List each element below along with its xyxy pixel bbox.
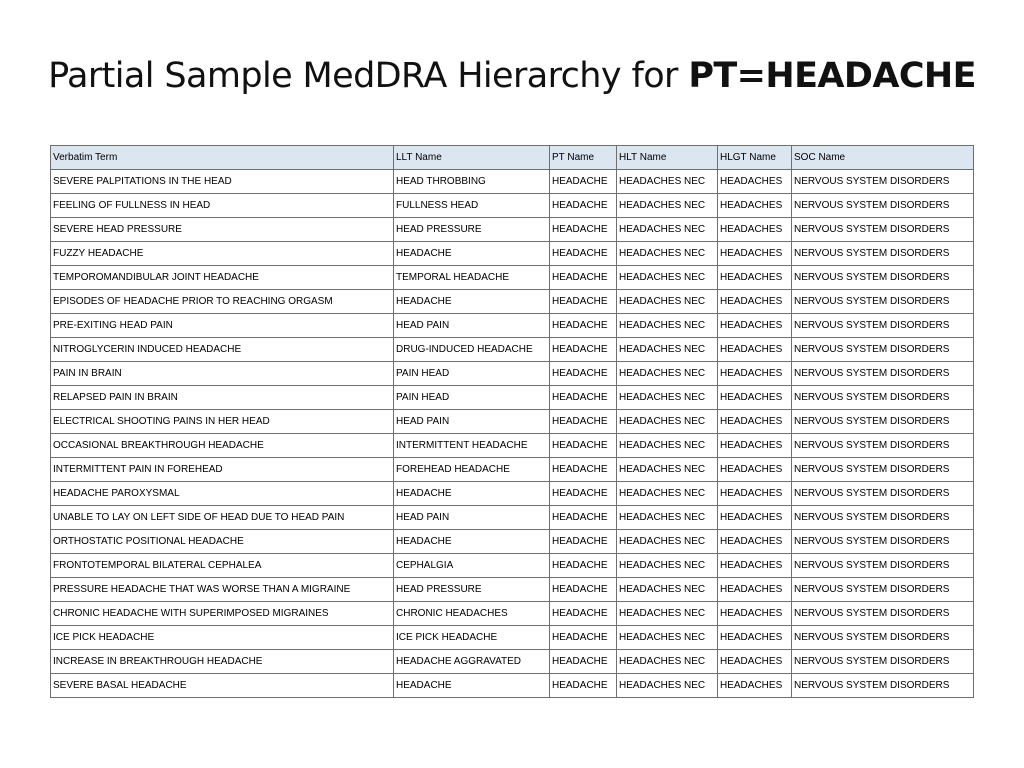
soc-name-cell: NERVOUS SYSTEM DISORDERS <box>792 650 974 674</box>
hlt-name-cell: HEADACHES NEC <box>617 290 718 314</box>
verbatim-term-cell: PRE-EXITING HEAD PAIN <box>51 314 394 338</box>
hlt-name-cell: HEADACHES NEC <box>617 578 718 602</box>
hlgt-name-cell: HEADACHES <box>718 626 792 650</box>
hlt-name-cell: HEADACHES NEC <box>617 410 718 434</box>
title-bold-term: PT=HEADACHE <box>688 56 976 96</box>
verbatim-term-cell: EPISODES OF HEADACHE PRIOR TO REACHING ORGASM <box>51 290 394 314</box>
verbatim-term-cell: RELAPSED PAIN IN BRAIN <box>51 386 394 410</box>
hlgt-name-cell: HEADACHES <box>718 530 792 554</box>
verbatim-term-cell: HEADACHE PAROXYSMAL <box>51 482 394 506</box>
llt-name-cell: PAIN HEAD <box>394 362 550 386</box>
hlt-name-cell: HEADACHES NEC <box>617 506 718 530</box>
llt-name-cell: INTERMITTENT HEADACHE <box>394 434 550 458</box>
verbatim-term-cell: FEELING OF FULLNESS IN HEAD <box>51 194 394 218</box>
soc-name-cell: NERVOUS SYSTEM DISORDERS <box>792 194 974 218</box>
table-row <box>51 434 974 458</box>
meddra-hierarchy-table <box>50 145 974 698</box>
pt-name-cell: HEADACHE <box>550 554 617 578</box>
soc-name-cell: NERVOUS SYSTEM DISORDERS <box>792 218 974 242</box>
hlt-name-cell: HEADACHES NEC <box>617 362 718 386</box>
table-row <box>51 602 974 626</box>
soc-name-cell: NERVOUS SYSTEM DISORDERS <box>792 290 974 314</box>
verbatim-term-cell: NITROGLYCERIN INDUCED HEADACHE <box>51 338 394 362</box>
hlgt-name-cell: HEADACHES <box>718 290 792 314</box>
soc-name-cell: NERVOUS SYSTEM DISORDERS <box>792 410 974 434</box>
llt-name-cell: HEADACHE <box>394 242 550 266</box>
llt-name-cell: CEPHALGIA <box>394 554 550 578</box>
title-prefix: Partial Sample MedDRA Hierarchy for <box>48 56 689 96</box>
verbatim-term-cell: INTERMITTENT PAIN IN FOREHEAD <box>51 458 394 482</box>
hlt-name-cell: HEADACHES NEC <box>617 338 718 362</box>
llt-name-cell: DRUG-INDUCED HEADACHE <box>394 338 550 362</box>
header-hlgt-name: HLGT Name <box>718 146 792 170</box>
soc-name-cell: NERVOUS SYSTEM DISORDERS <box>792 170 974 194</box>
hlgt-name-cell: HEADACHES <box>718 314 792 338</box>
verbatim-term-cell: SEVERE PALPITATIONS IN THE HEAD <box>51 170 394 194</box>
soc-name-cell: NERVOUS SYSTEM DISORDERS <box>792 458 974 482</box>
pt-name-cell: HEADACHE <box>550 458 617 482</box>
hlt-name-cell: HEADACHES NEC <box>617 386 718 410</box>
hlgt-name-cell: HEADACHES <box>718 578 792 602</box>
header-llt-name: LLT Name <box>394 146 550 170</box>
llt-name-cell: FOREHEAD HEADACHE <box>394 458 550 482</box>
hlgt-name-cell: HEADACHES <box>718 674 792 698</box>
hlt-name-cell: HEADACHES NEC <box>617 626 718 650</box>
soc-name-cell: NERVOUS SYSTEM DISORDERS <box>792 602 974 626</box>
pt-name-cell: HEADACHE <box>550 530 617 554</box>
llt-name-cell: HEAD THROBBING <box>394 170 550 194</box>
verbatim-term-cell: PAIN IN BRAIN <box>51 362 394 386</box>
table-header-row <box>51 146 974 170</box>
soc-name-cell: NERVOUS SYSTEM DISORDERS <box>792 362 974 386</box>
llt-name-cell: HEAD PAIN <box>394 506 550 530</box>
table-row <box>51 482 974 506</box>
llt-name-cell: HEAD PRESSURE <box>394 218 550 242</box>
pt-name-cell: HEADACHE <box>550 386 617 410</box>
llt-name-cell: HEADACHE AGGRAVATED <box>394 650 550 674</box>
pt-name-cell: HEADACHE <box>550 434 617 458</box>
table-row <box>51 266 974 290</box>
pt-name-cell: HEADACHE <box>550 674 617 698</box>
hlgt-name-cell: HEADACHES <box>718 458 792 482</box>
table-row <box>51 218 974 242</box>
hlgt-name-cell: HEADACHES <box>718 362 792 386</box>
hlt-name-cell: HEADACHES NEC <box>617 218 718 242</box>
soc-name-cell: NERVOUS SYSTEM DISORDERS <box>792 434 974 458</box>
llt-name-cell: HEAD PRESSURE <box>394 578 550 602</box>
soc-name-cell: NERVOUS SYSTEM DISORDERS <box>792 266 974 290</box>
table-row <box>51 386 974 410</box>
hlgt-name-cell: HEADACHES <box>718 218 792 242</box>
table-row <box>51 314 974 338</box>
table-row <box>51 458 974 482</box>
hlgt-name-cell: HEADACHES <box>718 602 792 626</box>
verbatim-term-cell: SEVERE BASAL HEADACHE <box>51 674 394 698</box>
pt-name-cell: HEADACHE <box>550 578 617 602</box>
table-row <box>51 170 974 194</box>
hlgt-name-cell: HEADACHES <box>718 554 792 578</box>
hlgt-name-cell: HEADACHES <box>718 194 792 218</box>
table-body <box>51 170 974 698</box>
pt-name-cell: HEADACHE <box>550 362 617 386</box>
verbatim-term-cell: PRESSURE HEADACHE THAT WAS WORSE THAN A MIGRAINE <box>51 578 394 602</box>
verbatim-term-cell: ORTHOSTATIC POSITIONAL HEADACHE <box>51 530 394 554</box>
verbatim-term-cell: UNABLE TO LAY ON LEFT SIDE OF HEAD DUE TO HEAD PAIN <box>51 506 394 530</box>
table-row <box>51 554 974 578</box>
verbatim-term-cell: TEMPOROMANDIBULAR JOINT HEADACHE <box>51 266 394 290</box>
table-row <box>51 530 974 554</box>
llt-name-cell: HEAD PAIN <box>394 314 550 338</box>
soc-name-cell: NERVOUS SYSTEM DISORDERS <box>792 674 974 698</box>
soc-name-cell: NERVOUS SYSTEM DISORDERS <box>792 626 974 650</box>
hlt-name-cell: HEADACHES NEC <box>617 650 718 674</box>
llt-name-cell: HEADACHE <box>394 530 550 554</box>
hlgt-name-cell: HEADACHES <box>718 434 792 458</box>
llt-name-cell: PAIN HEAD <box>394 386 550 410</box>
verbatim-term-cell: ELECTRICAL SHOOTING PAINS IN HER HEAD <box>51 410 394 434</box>
pt-name-cell: HEADACHE <box>550 482 617 506</box>
soc-name-cell: NERVOUS SYSTEM DISORDERS <box>792 506 974 530</box>
pt-name-cell: HEADACHE <box>550 194 617 218</box>
pt-name-cell: HEADACHE <box>550 506 617 530</box>
pt-name-cell: HEADACHE <box>550 626 617 650</box>
hlgt-name-cell: HEADACHES <box>718 386 792 410</box>
llt-name-cell: ICE PICK HEADACHE <box>394 626 550 650</box>
verbatim-term-cell: ICE PICK HEADACHE <box>51 626 394 650</box>
verbatim-term-cell: FRONTOTEMPORAL BILATERAL CEPHALEA <box>51 554 394 578</box>
header-hlt-name: HLT Name <box>617 146 718 170</box>
pt-name-cell: HEADACHE <box>550 410 617 434</box>
soc-name-cell: NERVOUS SYSTEM DISORDERS <box>792 386 974 410</box>
header-pt-name: PT Name <box>550 146 617 170</box>
table-row <box>51 506 974 530</box>
llt-name-cell: HEAD PAIN <box>394 410 550 434</box>
verbatim-term-cell: FUZZY HEADACHE <box>51 242 394 266</box>
hlgt-name-cell: HEADACHES <box>718 410 792 434</box>
table-row <box>51 290 974 314</box>
soc-name-cell: NERVOUS SYSTEM DISORDERS <box>792 338 974 362</box>
pt-name-cell: HEADACHE <box>550 602 617 626</box>
table-row <box>51 674 974 698</box>
hlt-name-cell: HEADACHES NEC <box>617 170 718 194</box>
slide-title <box>0 52 1024 100</box>
hlt-name-cell: HEADACHES NEC <box>617 458 718 482</box>
hlgt-name-cell: HEADACHES <box>718 482 792 506</box>
hlt-name-cell: HEADACHES NEC <box>617 602 718 626</box>
header-verbatim-term: Verbatim Term <box>51 146 394 170</box>
soc-name-cell: NERVOUS SYSTEM DISORDERS <box>792 578 974 602</box>
verbatim-term-cell: OCCASIONAL BREAKTHROUGH HEADACHE <box>51 434 394 458</box>
hlt-name-cell: HEADACHES NEC <box>617 314 718 338</box>
table-row <box>51 410 974 434</box>
pt-name-cell: HEADACHE <box>550 314 617 338</box>
hlgt-name-cell: HEADACHES <box>718 506 792 530</box>
table-row <box>51 626 974 650</box>
hlt-name-cell: HEADACHES NEC <box>617 242 718 266</box>
hlt-name-cell: HEADACHES NEC <box>617 266 718 290</box>
pt-name-cell: HEADACHE <box>550 170 617 194</box>
llt-name-cell: HEADACHE <box>394 482 550 506</box>
soc-name-cell: NERVOUS SYSTEM DISORDERS <box>792 242 974 266</box>
hlt-name-cell: HEADACHES NEC <box>617 194 718 218</box>
llt-name-cell: FULLNESS HEAD <box>394 194 550 218</box>
hlgt-name-cell: HEADACHES <box>718 170 792 194</box>
header-soc-name: SOC Name <box>792 146 974 170</box>
hlt-name-cell: HEADACHES NEC <box>617 554 718 578</box>
pt-name-cell: HEADACHE <box>550 266 617 290</box>
soc-name-cell: NERVOUS SYSTEM DISORDERS <box>792 482 974 506</box>
pt-name-cell: HEADACHE <box>550 290 617 314</box>
pt-name-cell: HEADACHE <box>550 218 617 242</box>
table-row <box>51 650 974 674</box>
hlt-name-cell: HEADACHES NEC <box>617 482 718 506</box>
pt-name-cell: HEADACHE <box>550 242 617 266</box>
hlgt-name-cell: HEADACHES <box>718 338 792 362</box>
verbatim-term-cell: CHRONIC HEADACHE WITH SUPERIMPOSED MIGRAINES <box>51 602 394 626</box>
soc-name-cell: NERVOUS SYSTEM DISORDERS <box>792 530 974 554</box>
hlt-name-cell: HEADACHES NEC <box>617 434 718 458</box>
table-row <box>51 578 974 602</box>
llt-name-cell: TEMPORAL HEADACHE <box>394 266 550 290</box>
verbatim-term-cell: SEVERE HEAD PRESSURE <box>51 218 394 242</box>
hlt-name-cell: HEADACHES NEC <box>617 530 718 554</box>
table-row <box>51 242 974 266</box>
hlgt-name-cell: HEADACHES <box>718 266 792 290</box>
llt-name-cell: HEADACHE <box>394 674 550 698</box>
hlt-name-cell: HEADACHES NEC <box>617 674 718 698</box>
soc-name-cell: NERVOUS SYSTEM DISORDERS <box>792 314 974 338</box>
pt-name-cell: HEADACHE <box>550 338 617 362</box>
verbatim-term-cell: INCREASE IN BREAKTHROUGH HEADACHE <box>51 650 394 674</box>
hlgt-name-cell: HEADACHES <box>718 650 792 674</box>
llt-name-cell: CHRONIC HEADACHES <box>394 602 550 626</box>
llt-name-cell: HEADACHE <box>394 290 550 314</box>
table-row <box>51 338 974 362</box>
table-row <box>51 362 974 386</box>
pt-name-cell: HEADACHE <box>550 650 617 674</box>
hlgt-name-cell: HEADACHES <box>718 242 792 266</box>
table-row <box>51 194 974 218</box>
soc-name-cell: NERVOUS SYSTEM DISORDERS <box>792 554 974 578</box>
